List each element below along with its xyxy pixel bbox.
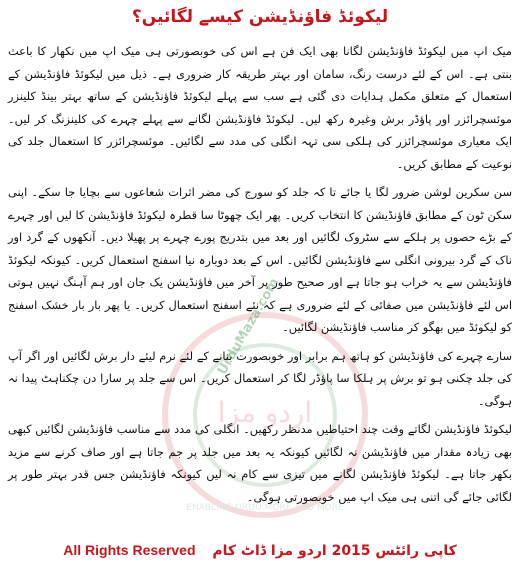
paragraph-brush: سارے چہرے کی فاؤنڈیشن کو ہاتھ ہم برابر اور خوبصورت بنانے کے لئے نرم لیئے دار برش لگائیں اور اگر آپ کی جلد چکنی ہو تو برش پر ہلکا سا پاؤڈر لگا کر استعمال کریں۔ اس سے جلد پر سارا دن چکناہٹ پیدا نہ ہوگی۔ (8, 348, 512, 408)
paragraph-application: سن سکرین لوشن ضرور لگا یا جائے تا کہ جلد کو سورج کی مضر اثرات شعاعوں سے بچایا جا سکے۔ اپنی سکن ٹون کے مطابق فاؤنڈیشن کا انتخاب کریں۔ پھر ایک چھوٹا سا قطرہ لیکوئڈ فاؤنڈیشن کا لیں اور چہرے کے بڑے حصوں پر ہلکے سے سٹروک لگائیں اور بعد میں بتدریج پورے چہرے پر پھیلا دیں۔ آنکھوں کے گرد اور ناک کے گرد بیرونی انگلی سے فاؤنڈیشن لگائیں۔ اس کے بعد دوبارہ نیا اسفنج استعمال کریں۔ کیونکہ لیکوئڈ فاؤنڈیشن سے یہ خراب ہو جاتا ہے اور صحیح طور پر آخر میں فاؤنڈیشن یک جان اور ہم آہنگ نہیں ہوتی اس لئے فاؤنڈیشن میں صفائی کے لئے ضروری ہے کہ نئے اسفنج استعمال کریں۔ یا پھر بار بار خشک اسفنج کو لیکوئڈ میں بھگو کر مناسب فاؤنڈیشن لگائیں۔ (8, 185, 512, 334)
article-body (8, 40, 512, 514)
watermark-site-text: UrduMaza.com (215, 275, 283, 378)
page-title: لیکوئڈ فاؤنڈیشن کیسے لگائیں؟ (131, 7, 389, 27)
copyright-footer (0, 542, 520, 559)
paragraph-intro: میک اپ میں لیکوئڈ فاؤنڈیشن لگانا بھی ایک فن ہے اس کی خوبصورتی ہی میک اپ میں نکھار کا باعث بنتی ہے۔ اس کے لئے درست رنگ، سامان اور بہتر طریقہ کار ضروری ہے۔ ذیل میں لیکوئڈ فاؤنڈیشن کے استعمال کے متعلق مکمل ہدایات دی گئی ہے سب سے پہلے لیکوئڈ فاؤنڈیشن کے ساتھ بہتر بینڈ کلینزر موئسچرائزر اور پاؤڈر برش وغیرہ رکھ لیں۔ لیکوئڈ فاؤنڈیشن لگانے سے پہلے چہرے کی کلینزنگ کر لیں۔ ایک معیاری موئسچرائزر کی ہلکی سی تہہ انگلی کی مدد سے لگائیں۔ موئسچرائزر کا استعمال جلد کی نوعیت کے مطابق کریں۔ (8, 44, 512, 171)
watermark-logo-text: اردو مزا (217, 396, 313, 429)
watermark-tagline: ENABLING URDU MORE AND MORE (186, 503, 344, 513)
copyright-text: کاپی رائٹس 2015 اردو مزا ڈاٹ کام (212, 543, 457, 559)
paragraph-precautions: لیکوئڈ فاؤنڈیشن لگاتے وقت چند احتیاطیں مدنظر رکھیں۔ انگلی کی مدد سے مناسب فاؤنڈیشن لگائیں کبھی بھی زیادہ مقدار میں فاؤنڈیشن نہ لگائیں کیونکہ یہ بعد میں جلد پر جم جاتا ہے اور صاف کرنے سے مزید بکھر جاتا ہے۔ لیکوئڈ فاؤنڈیشن لگانے میں تیزی سے کام نہ لیں کیونکہ فاؤنڈیشن جس قدر بہتر طور پر لگائی جائے گی اتنی ہی میک اپ میں خوبصورتی ہوگی۔ (8, 422, 512, 504)
rights-reserved-text: All Rights Reserved (63, 542, 196, 558)
